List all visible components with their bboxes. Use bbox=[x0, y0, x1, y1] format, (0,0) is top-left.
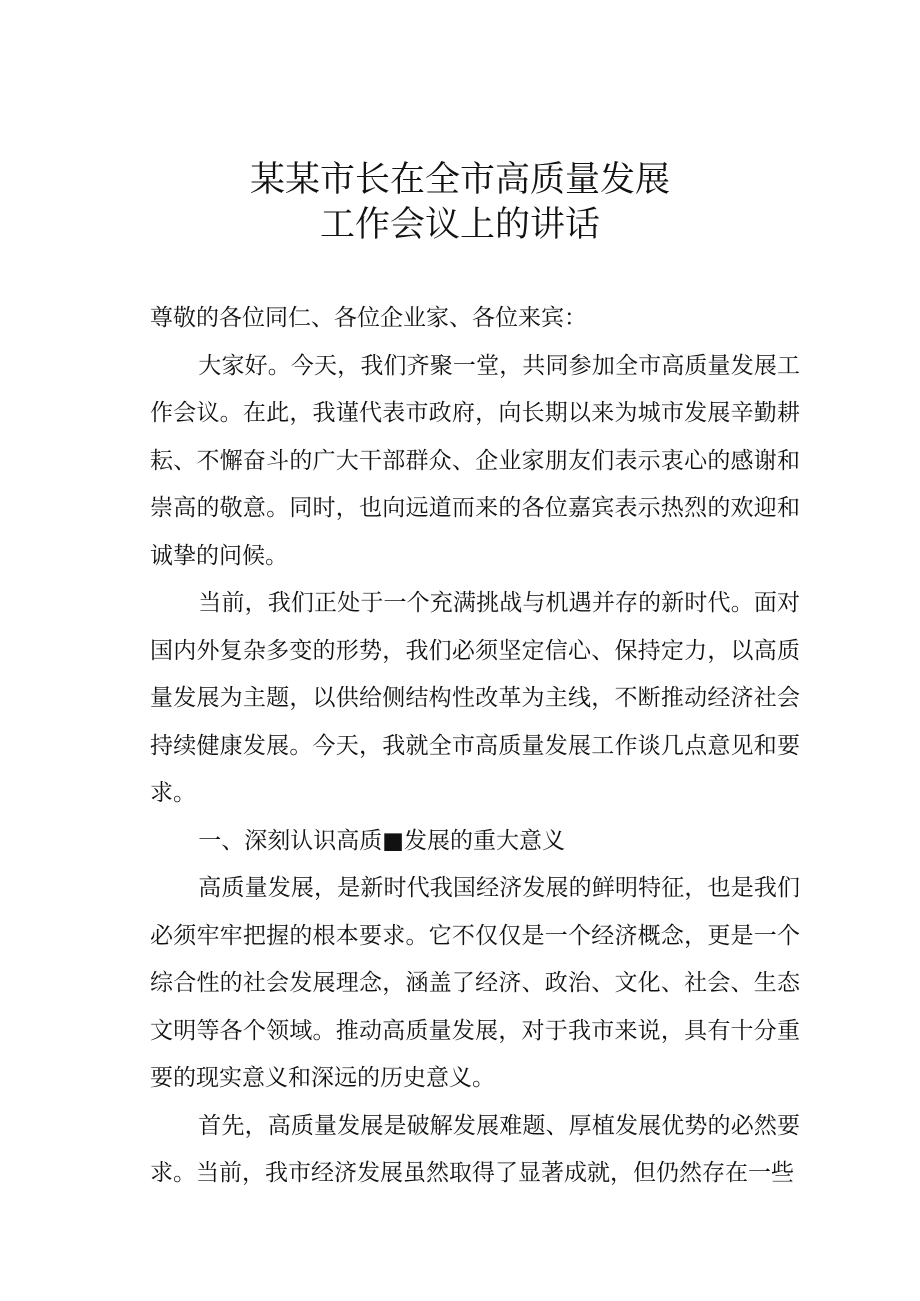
section-heading-1: 一、深刻认识高质■发展的重大意义 bbox=[198, 827, 566, 854]
paragraph-significance: 高质量发展，是新时代我国经济发展的鲜明特征，也是我们必须牢牢把握的根本要求。它不仅仅是一个经济概念，更是一个综合性的社会发展理念，涵盖了经济、政治、文化、社会、生态文明等各个领域。推动高质量发展，对于我市来说，具有十分重要的现实意义和深远的历史意义。 bbox=[150, 875, 800, 1091]
paragraph-opening: 大家好。今天，我们齐聚一堂，共同参加全市高质量发展工作会议。在此，我谨代表市政府，向长期以来为城市发展辛勤耕耘、不懈奋斗的广大干部群众、企业家朋友们表示衷心的感谢和崇高的敬意。同时，也向远道而来的各位嘉宾表示热烈的欢迎和诚挚的问候。 bbox=[150, 352, 800, 569]
paragraph-first-point: 首先，高质量发展是破解发展难题、厚植发展优势的必然要求。当前，我市经济发展虽然取得了显著成就，但仍然存在一些 bbox=[150, 1112, 800, 1186]
salutation: 尊敬的各位同仁、各位企业家、各位来宾： bbox=[150, 305, 587, 331]
document-body bbox=[150, 295, 800, 1198]
title-line-2: 工作会议上的讲话 bbox=[319, 205, 600, 245]
paragraph-context: 当前，我们正处于一个充满挑战与机遇并存的新时代。面对国内外复杂多变的形势，我们必须坚定信心、保持定力，以高质量发展为主题，以供给侧结构性改革为主线，不断推动经济社会持续健康发展。今天，我就全市高质量发展工作谈几点意见和要求。 bbox=[150, 590, 800, 806]
title-line-1: 某某市长在全市高质量发展 bbox=[249, 160, 670, 200]
document-title bbox=[0, 158, 920, 248]
